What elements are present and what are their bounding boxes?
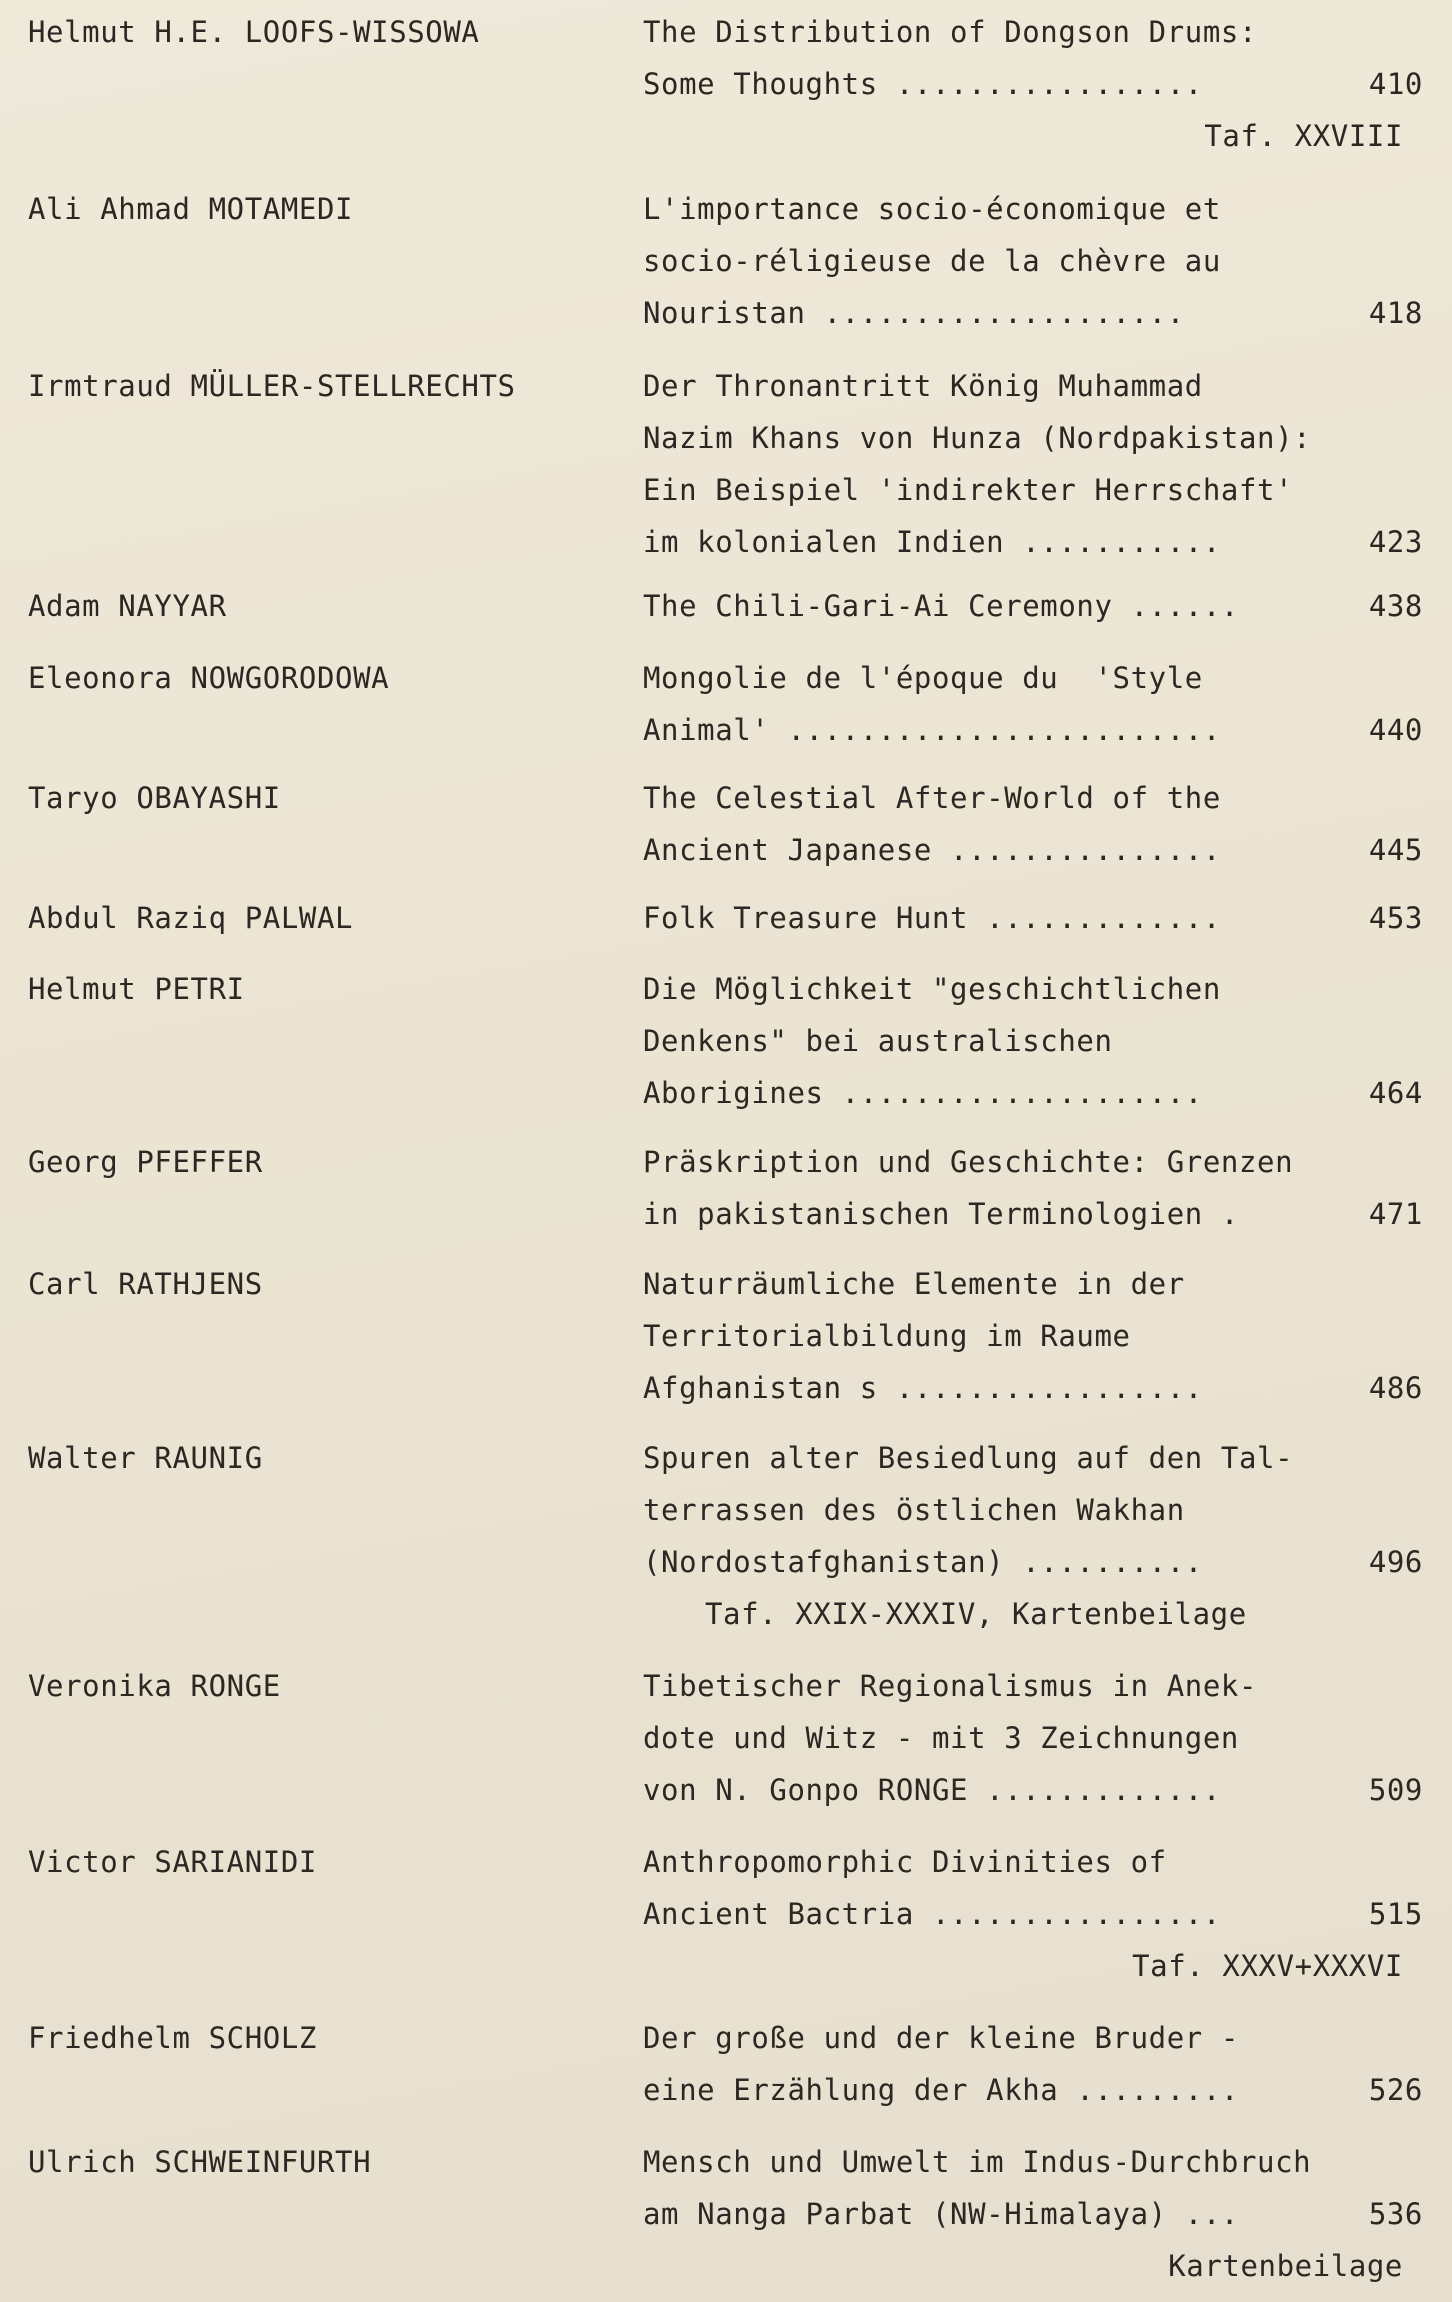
- title-line: [643, 235, 1423, 287]
- title-line-text: Tibetischer Regionalismus in Anek-: [643, 1669, 1258, 1703]
- plate-note: Taf. XXXV+XXXVI: [1132, 1949, 1403, 1983]
- title-line: [643, 1712, 1423, 1764]
- page-number: 486: [1368, 1371, 1423, 1405]
- page-number: 496: [1368, 1545, 1423, 1579]
- article-title: [643, 1432, 1423, 1640]
- author-name: Walter RAUNIG: [28, 1441, 263, 1475]
- page-number: 515: [1368, 1897, 1423, 1931]
- author-name: Adam NAYYAR: [28, 589, 227, 623]
- title-line: [643, 1536, 1423, 1588]
- title-line-text: Mongolie de l'époque du 'Style: [643, 661, 1203, 695]
- page-number: 410: [1368, 67, 1423, 101]
- title-line-text: Some Thoughts .................: [643, 67, 1203, 101]
- title-line-text: Ancient Japanese ...............: [643, 833, 1221, 867]
- title-line-text: Der große und der kleine Bruder -: [643, 2021, 1239, 2055]
- title-line-text: Denkens" bei australischen: [643, 1024, 1113, 1058]
- author-name: Georg PFEFFER: [28, 1145, 263, 1179]
- title-line: [643, 1188, 1423, 1240]
- page-number: 526: [1368, 2073, 1423, 2107]
- plate-note: Kartenbeilage: [1168, 2249, 1403, 2283]
- title-line: [643, 824, 1423, 876]
- title-line: [643, 1432, 1423, 1484]
- article-title: [643, 360, 1423, 568]
- article-title: [643, 580, 1423, 632]
- title-line-text: The Celestial After-World of the: [643, 781, 1221, 815]
- title-line: [643, 2136, 1423, 2188]
- article-title: [643, 772, 1423, 876]
- article-title: [643, 1258, 1423, 1414]
- title-line: [643, 1015, 1423, 1067]
- author-name: Friedhelm SCHOLZ: [28, 2021, 317, 2055]
- author-name: Abdul Raziq PALWAL: [28, 901, 354, 935]
- title-line: [643, 772, 1423, 824]
- title-line-text: Mensch und Umwelt im Indus-Durchbruch: [643, 2145, 1312, 2179]
- plate-note: Taf. XXIX-XXXIV, Kartenbeilage: [705, 1597, 1247, 1631]
- title-line-text: Der Thronantritt König Muhammad: [643, 369, 1203, 403]
- title-line-text: eine Erzählung der Akha .........: [643, 2073, 1239, 2107]
- title-line-text: L'importance socio-économique et: [643, 192, 1221, 226]
- article-title: [643, 183, 1423, 339]
- title-line: [643, 183, 1423, 235]
- page-number: 418: [1368, 296, 1423, 330]
- article-title: [643, 2012, 1423, 2116]
- page-number: 464: [1368, 1076, 1423, 1110]
- page-number: 471: [1368, 1197, 1423, 1231]
- title-line-text: von N. Gonpo RONGE .............: [643, 1773, 1221, 1807]
- title-line: [643, 1764, 1423, 1816]
- title-line: [643, 892, 1423, 944]
- title-line-text: terrassen des östlichen Wakhan: [643, 1493, 1185, 1527]
- title-line: [643, 58, 1423, 110]
- title-line-text: am Nanga Parbat (NW-Himalaya) ...: [643, 2197, 1239, 2231]
- title-line-text: The Distribution of Dongson Drums:: [643, 15, 1258, 49]
- plate-note: Taf. XXVIII: [1204, 119, 1403, 153]
- title-line-text: Animal' ........................: [643, 713, 1221, 747]
- article-title: [643, 892, 1423, 944]
- title-line: [643, 1310, 1423, 1362]
- title-line: [643, 580, 1423, 632]
- article-title: [643, 963, 1423, 1119]
- page-number: 536: [1368, 2197, 1423, 2231]
- title-line: [643, 704, 1423, 756]
- title-line-text: Ancient Bactria ................: [643, 1897, 1221, 1931]
- article-title: [643, 2136, 1423, 2292]
- title-line: [643, 1888, 1423, 1940]
- author-name: Taryo OBAYASHI: [28, 781, 281, 815]
- author-name: Helmut PETRI: [28, 972, 245, 1006]
- title-line: [643, 287, 1423, 339]
- title-line-text: Spuren alter Besiedlung auf den Tal-: [643, 1441, 1294, 1475]
- title-line-text: Ein Beispiel 'indirekter Herrschaft': [643, 473, 1294, 507]
- title-line: [643, 1660, 1423, 1712]
- article-title: [643, 652, 1423, 756]
- title-line: [643, 2064, 1423, 2116]
- title-line-text: Anthropomorphic Divinities of: [643, 1845, 1167, 1879]
- author-name: Helmut H.E. LOOFS-WISSOWA: [28, 15, 480, 49]
- title-line: [643, 516, 1423, 568]
- title-line-text: The Chili-Gari-Ai Ceremony ......: [643, 589, 1239, 623]
- title-line-text: Folk Treasure Hunt .............: [643, 901, 1221, 935]
- page-number: 453: [1368, 901, 1423, 935]
- page-number: 440: [1368, 713, 1423, 747]
- title-line-text: Die Möglichkeit "geschichtlichen: [643, 972, 1221, 1006]
- page-number: 423: [1368, 525, 1423, 559]
- title-line-text: dote und Witz - mit 3 Zeichnungen: [643, 1721, 1239, 1755]
- article-title: [643, 1660, 1423, 1816]
- title-line: [643, 652, 1423, 704]
- title-line-text: (Nordostafghanistan) ..........: [643, 1545, 1203, 1579]
- title-line-text: Nazim Khans von Hunza (Nordpakistan):: [643, 421, 1312, 455]
- title-line: [643, 1484, 1423, 1536]
- article-title: [643, 1136, 1423, 1240]
- title-line: [643, 1067, 1423, 1119]
- title-line: [643, 1836, 1423, 1888]
- title-line-text: Nouristan ....................: [643, 296, 1185, 330]
- page-number: 445: [1368, 833, 1423, 867]
- title-line-text: Naturräumliche Elemente in der: [643, 1267, 1185, 1301]
- author-name: Veronika RONGE: [28, 1669, 281, 1703]
- title-line-text: in pakistanischen Terminologien .: [643, 1197, 1239, 1231]
- page-number: 438: [1368, 589, 1423, 623]
- title-line-text: Territorialbildung im Raume: [643, 1319, 1131, 1353]
- article-title: [643, 6, 1423, 162]
- title-line-text: Aborigines ....................: [643, 1076, 1203, 1110]
- author-name: Ulrich SCHWEINFURTH: [28, 2145, 372, 2179]
- title-line: [643, 2188, 1423, 2240]
- title-line-text: Präskription und Geschichte: Grenzen: [643, 1145, 1294, 1179]
- author-name: Irmtraud MÜLLER-STELLRECHTS: [28, 369, 516, 403]
- author-name: Carl RATHJENS: [28, 1267, 263, 1301]
- article-title: [643, 1836, 1423, 1992]
- title-line-text: im kolonialen Indien ...........: [643, 525, 1221, 559]
- page-number: 509: [1368, 1773, 1423, 1807]
- title-line: [643, 1136, 1423, 1188]
- title-line: [643, 1362, 1423, 1414]
- title-line: [643, 360, 1423, 412]
- title-line: [643, 963, 1423, 1015]
- title-line: [643, 412, 1423, 464]
- title-line: [643, 1258, 1423, 1310]
- title-line: [643, 464, 1423, 516]
- author-name: Ali Ahmad MOTAMEDI: [28, 192, 354, 226]
- title-line: [643, 6, 1423, 58]
- title-line-text: Afghanistan s .................: [643, 1371, 1203, 1405]
- author-name: Eleonora NOWGORODOWA: [28, 661, 390, 695]
- title-line: [643, 2012, 1423, 2064]
- title-line-text: socio-réligieuse de la chèvre au: [643, 244, 1221, 278]
- author-name: Victor SARIANIDI: [28, 1845, 317, 1879]
